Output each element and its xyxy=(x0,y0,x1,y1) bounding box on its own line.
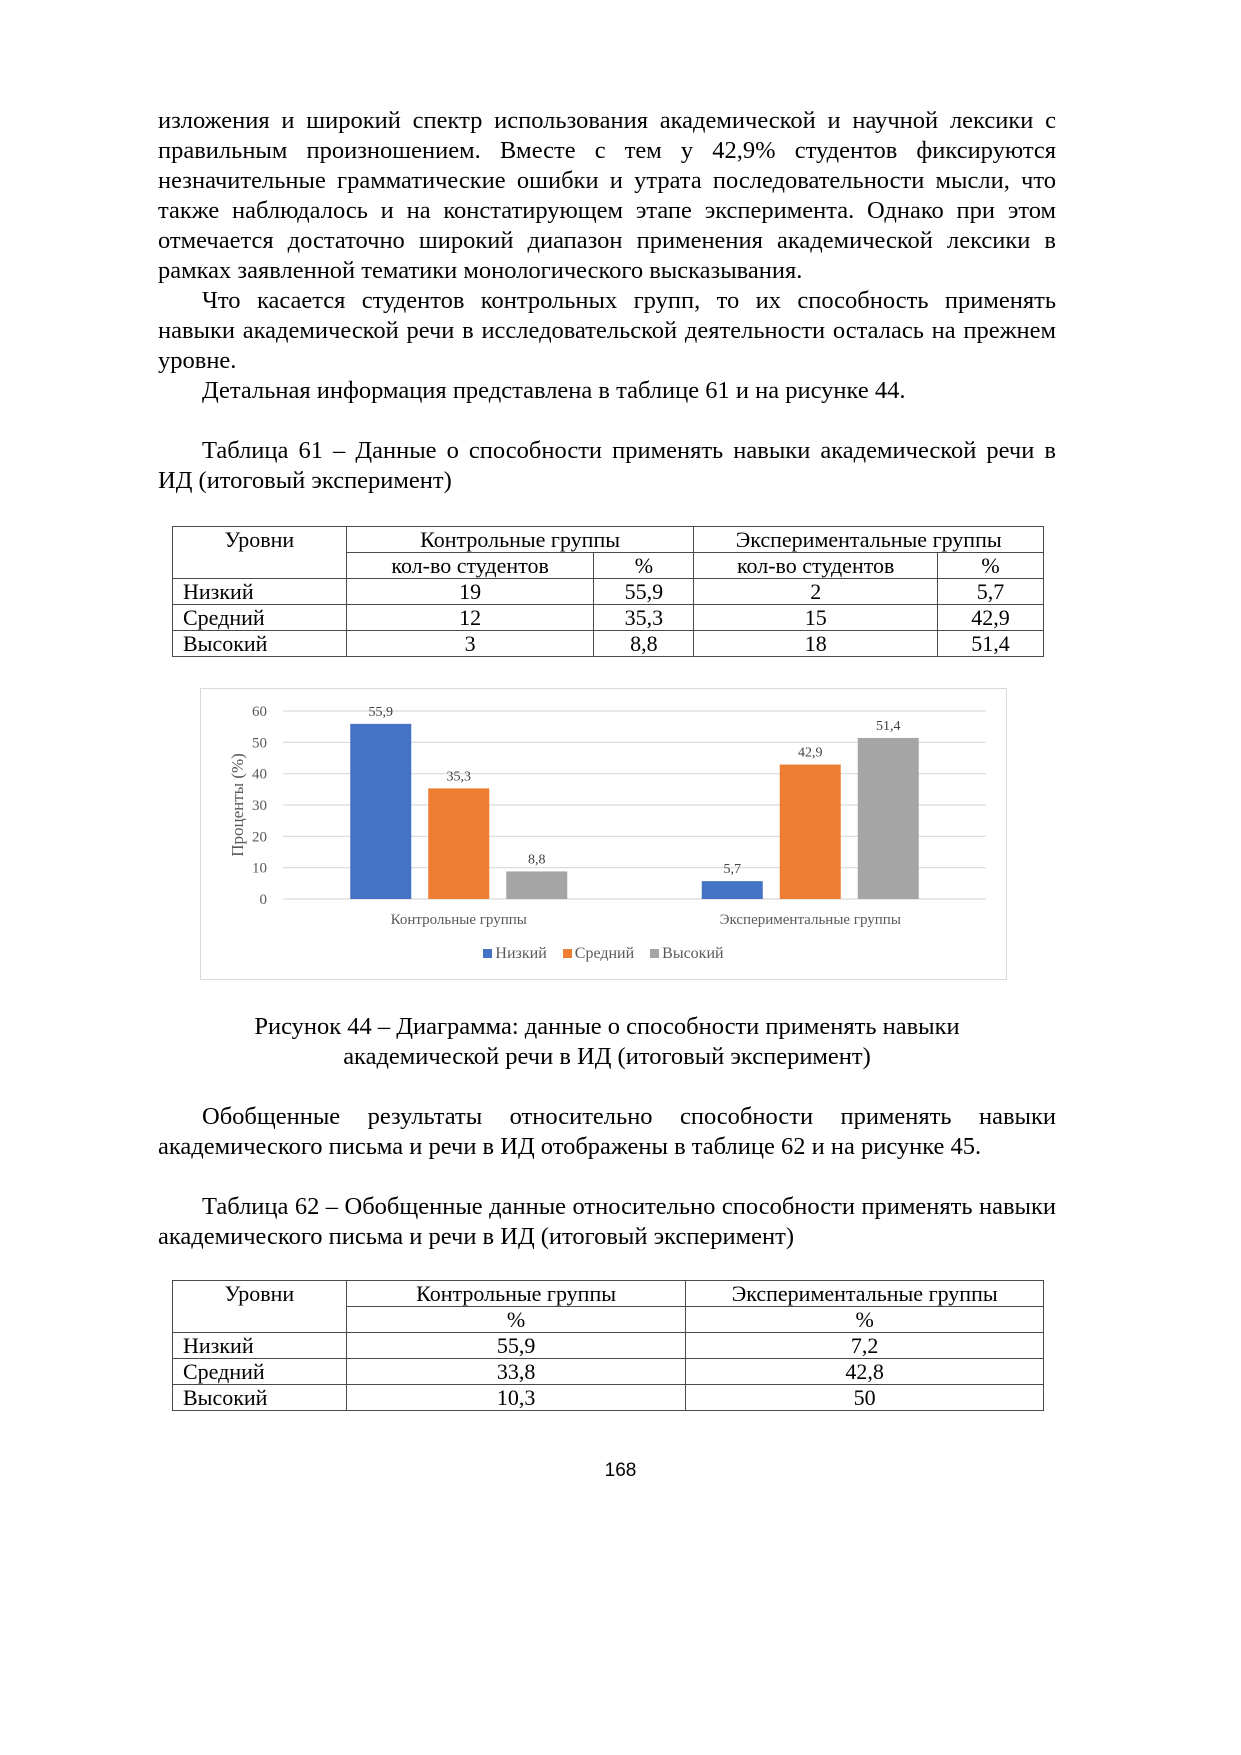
paragraph-3: Детальная информация представлена в таблице 61 и на рисунке 44. xyxy=(202,377,906,404)
paragraph-2: Что касается студентов контрольных групп, то их способность применять навыки академической речи в исследовательской деятельности осталась на прежнем уровне. xyxy=(158,287,1056,374)
bar xyxy=(780,765,841,899)
level-cell: Средний xyxy=(173,605,347,631)
control-percent: 35,3 xyxy=(594,605,694,631)
subheader-percent: % xyxy=(594,553,694,579)
control-percent: 8,8 xyxy=(594,631,694,657)
experimental-count: 15 xyxy=(694,605,938,631)
control-count: 3 xyxy=(346,631,594,657)
level-cell: Высокий xyxy=(173,1385,347,1411)
legend-item-high: Высокий xyxy=(650,945,723,962)
subheader-percent: % xyxy=(346,1307,686,1333)
experimental-percent: 51,4 xyxy=(938,631,1044,657)
y-tick-label: 20 xyxy=(252,829,267,846)
page-body xyxy=(158,106,1056,496)
table-62 xyxy=(172,1280,1044,1411)
control-count: 12 xyxy=(346,605,594,631)
header-control-groups: Контрольные группы xyxy=(346,1281,686,1307)
control-percent: 33,8 xyxy=(346,1359,686,1385)
chart-legend xyxy=(201,945,1006,963)
legend-swatch-icon xyxy=(650,949,659,958)
header-experimental-groups: Экспериментальные группы xyxy=(694,527,1044,553)
chart-plot xyxy=(201,689,1006,979)
table61-caption: Таблица 61 – Данные о способности применять навыки академической речи в ИД (итоговый эксперимент) xyxy=(158,437,1056,494)
bar xyxy=(702,881,763,899)
control-percent: 55,9 xyxy=(594,579,694,605)
level-cell: Высокий xyxy=(173,631,347,657)
experimental-count: 18 xyxy=(694,631,938,657)
data-label: 8,8 xyxy=(528,852,546,868)
header-experimental-groups: Экспериментальные группы xyxy=(686,1281,1044,1307)
x-category-label: Контрольные группы xyxy=(390,912,527,928)
figure-44-caption: Рисунок 44 – Диаграмма: данные о способности применять навыки академической речи в ИД (итоговый эксперимент) xyxy=(254,1013,960,1070)
paragraph-summary: Обобщенные результаты относительно способности применять навыки академического письма и речи в ИД отображены в таблице 62 и на рисунке 45. xyxy=(158,1103,1056,1160)
page-number: 168 xyxy=(604,1460,637,1481)
subheader-percent: % xyxy=(938,553,1044,579)
bar-chart-figure-44 xyxy=(200,688,1007,980)
experimental-percent: 5,7 xyxy=(938,579,1044,605)
header-levels: Уровни xyxy=(173,1281,347,1333)
header-levels: Уровни xyxy=(173,527,347,579)
data-label: 51,4 xyxy=(876,718,901,734)
data-label: 35,3 xyxy=(446,769,471,785)
control-percent: 10,3 xyxy=(346,1385,686,1411)
table-row xyxy=(173,579,1044,605)
control-percent: 55,9 xyxy=(346,1333,686,1359)
legend-swatch-icon xyxy=(563,949,572,958)
y-tick-label: 50 xyxy=(252,735,267,752)
table-row xyxy=(173,605,1044,631)
paragraph-1: изложения и широкий спектр использования академической и научной лексики с правильным произношением. Вместе с тем у 42,9% студентов фиксируются незначительные грамматические ошибки и утрата последовательности мысли, что также наблюдалось и на констатирующем этапе эксперимента. Однако при этом отмечается достаточно широкий диапазон применения академической лексики в рамках заявленной тематики монологического высказывания. xyxy=(158,107,1056,284)
experimental-percent: 42,9 xyxy=(938,605,1044,631)
y-axis-title: Проценты (%) xyxy=(228,753,247,857)
table-row xyxy=(173,631,1044,657)
legend-item-low: Низкий xyxy=(483,945,546,962)
bar xyxy=(858,738,919,899)
subheader-count: кол-во студентов xyxy=(346,553,594,579)
level-cell: Низкий xyxy=(173,1333,347,1359)
level-cell: Низкий xyxy=(173,579,347,605)
experimental-percent: 7,2 xyxy=(686,1333,1044,1359)
table-61 xyxy=(172,526,1044,657)
experimental-percent: 42,8 xyxy=(686,1359,1044,1385)
data-label: 55,9 xyxy=(368,704,393,720)
y-tick-label: 60 xyxy=(252,704,267,720)
data-label: 42,9 xyxy=(798,745,823,761)
control-count: 19 xyxy=(346,579,594,605)
bar xyxy=(428,788,489,899)
subheader-percent: % xyxy=(686,1307,1044,1333)
header-control-groups: Контрольные группы xyxy=(346,527,694,553)
table-row xyxy=(173,1333,1044,1359)
level-cell: Средний xyxy=(173,1359,347,1385)
subheader-count: кол-во студентов xyxy=(694,553,938,579)
y-tick-label: 0 xyxy=(259,892,267,908)
table-row xyxy=(173,1385,1044,1411)
summary-section xyxy=(158,1102,1056,1252)
data-label: 5,7 xyxy=(723,862,741,878)
x-category-label: Экспериментальные группы xyxy=(719,912,901,928)
y-tick-label: 30 xyxy=(252,798,267,814)
bar xyxy=(350,724,411,899)
bar xyxy=(506,871,567,899)
experimental-percent: 50 xyxy=(686,1385,1044,1411)
legend-item-medium: Средний xyxy=(563,945,634,962)
experimental-count: 2 xyxy=(694,579,938,605)
y-tick-label: 10 xyxy=(252,860,267,877)
table62-caption: Таблица 62 – Обобщенные данные относительно способности применять навыки академического письма и речи в ИД (итоговый эксперимент) xyxy=(158,1193,1056,1250)
legend-swatch-icon xyxy=(483,949,492,958)
table-row xyxy=(173,1359,1044,1385)
y-tick-label: 40 xyxy=(252,766,267,783)
